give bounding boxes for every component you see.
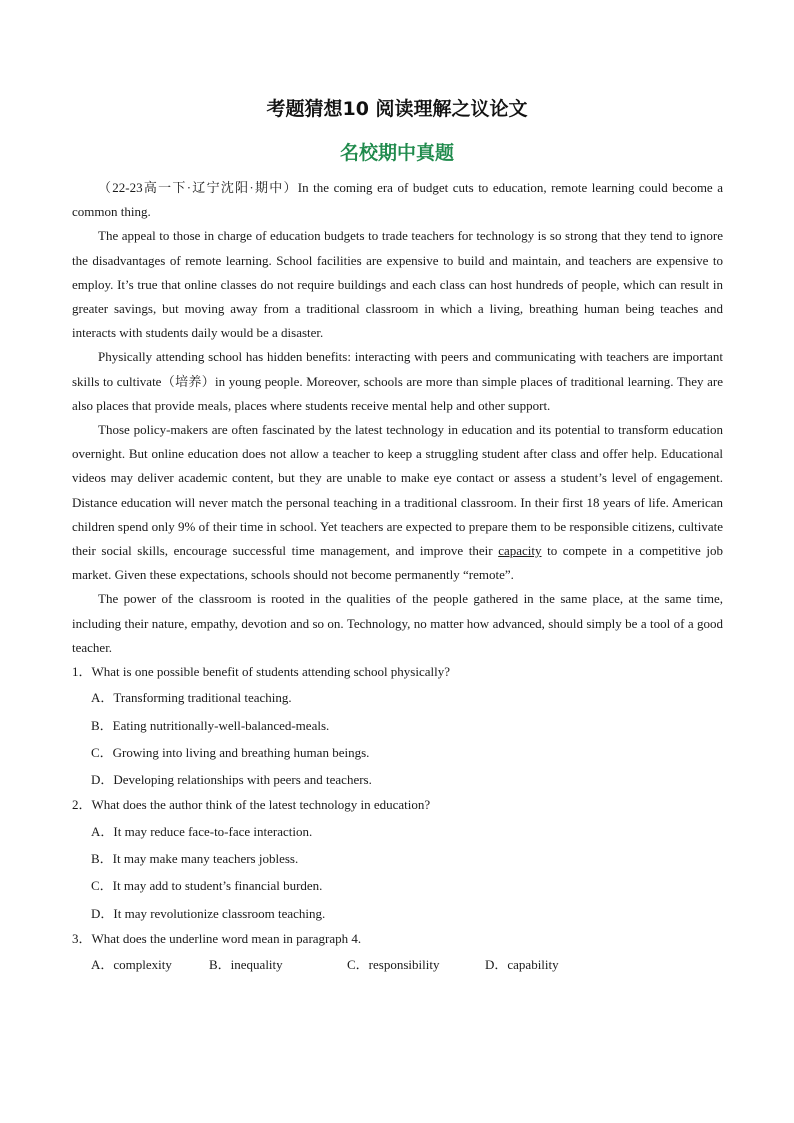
option-b[interactable]: B．inequality [209,957,283,973]
option-d[interactable]: D．It may revolutionize classroom teaching. [91,905,326,921]
question-stem: 2．What does the author think of the latest technology in education? [72,797,431,813]
page-title: 考题猜想10 阅读理解之议论文 [266,98,528,120]
question-2 [72,793,723,926]
option-d[interactable]: D．capability [485,957,559,973]
section-subtitle: 名校期中真题 [339,142,454,164]
option-c[interactable]: C．It may add to student’s financial burden. [91,878,323,894]
paragraph-3: Physically attending school has hidden benefits: interacting with peers and communicating with teachers are important skills to cultivate（培养）in young people. Moreover, schools are more than simple places of traditional learning. They are also places that provide meals, places where students receive mental help and other support. [72,349,723,413]
paragraph-4-part-1: Those policy-makers are often fascinated by the latest technology in education and its potential to transform education overnight. But online education does not allow a teacher to keep a struggling student after class and offer help. Educational videos may deliver academic content, but they are unable to make eye contact or assess a student’s level of engagement. Distance education will never match the personal teaching in a traditional classroom. In their first 18 years of life. American children spend only 9% of their time in school. Yet teachers are expected to prepare them to be responsible citizens, cultivate their social skills, encourage successful time management, and improve their [72,422,723,559]
question-stem: 1．What is one possible benefit of students attending school physically? [72,664,451,680]
option-c[interactable]: C．Growing into living and breathing human beings. [91,744,370,760]
passage-body [72,176,723,978]
paragraph-4 [72,418,723,587]
question-stem: 3．What does the underline word mean in paragraph 4. [72,930,362,946]
option-b[interactable]: B．Eating nutritionally-well-balanced-meals. [91,717,330,733]
option-b[interactable]: B．It may make many teachers jobless. [91,850,299,866]
paragraph-4-part-2: to compete in a competitive job market. Given these expectations, schools should not become permanently “remote”. [72,543,723,583]
question-3 [72,927,723,979]
question-options [72,684,723,793]
question-options [72,951,723,978]
question-1 [72,660,723,793]
option-c[interactable]: C．responsibility [347,957,440,973]
option-a[interactable]: A．Transforming traditional teaching. [91,690,292,706]
option-a[interactable]: A．complexity [91,957,172,973]
underlined-word: capacity [498,543,542,559]
paragraph-1: （22-23高一下·辽宁沈阳·期中）In the coming era of budget cuts to education, remote learning could become a common thing. [72,180,723,220]
option-a[interactable]: A．It may reduce face-to-face interaction. [91,823,313,839]
paragraph-5: The power of the classroom is rooted in the qualities of the people gathered in the same place, at the same time, including their nature, empathy, devotion and so on. Technology, no matter how advanced, should simply be a tool of a good teacher. [72,591,723,655]
option-d[interactable]: D．Developing relationships with peers and teachers. [91,772,372,788]
question-options [72,818,723,927]
paragraph-2: The appeal to those in charge of education budgets to trade teachers for technology is so strong that they tend to ignore the disadvantages of remote learning. School facilities are expensive to build and maintain, and teachers are expensive to employ. It’s true that online classes do not require buildings and each class can host hundreds of people, which can result in greater savings, but moving away from a traditional classroom in which a living, breathing human being teaches and interacts with students daily would be a disaster. [72,228,723,341]
